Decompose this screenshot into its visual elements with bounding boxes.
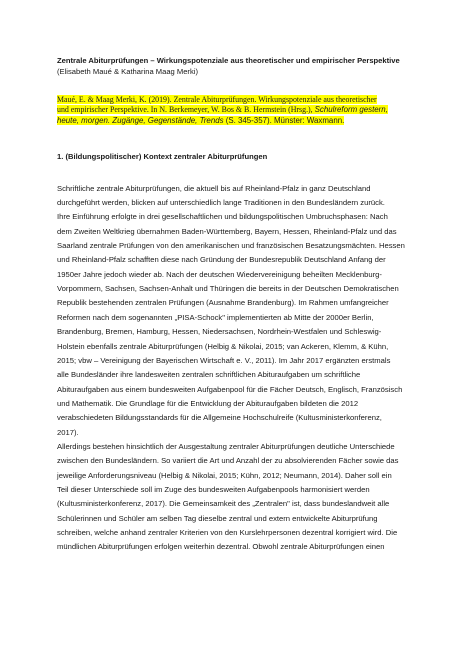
- body-line: dem Zweiten Weltkrieg übernahmen Baden-Württemberg, Bayern, Hessen, Rheinland-Pfalz und das: [57, 226, 397, 236]
- body-text: [57, 182, 422, 555]
- body-line: Ihre Einführung erfolgte in drei gesellschaftlichen und bildungspolitischen Umbruchsphasen: Nach: [57, 212, 388, 222]
- citation-book-title-1: Schulreform gestern,: [314, 105, 388, 115]
- body-line: und Rheinland-Pfalz schafften diese nach Gründung der Bundesrepublik Deutschland Anfang der: [57, 255, 386, 265]
- citation-book-title-2: heute, morgen. Zugänge, Gegenstände, Trends: [57, 115, 224, 125]
- section-heading: 1. (Bildungspolitischer) Kontext zentraler Abiturprüfungen: [57, 152, 268, 162]
- body-line: Schriftliche zentrale Abiturprüfungen, die aktuell bis auf Rheinland-Pfalz in ganz Deutschland: [57, 183, 371, 193]
- citation-line-1: Maué, E. & Maag Merki, K. (2019). Zentrale Abiturprüfungen. Wirkungspotenziale aus theoretischer: [57, 95, 377, 104]
- body-line: mündlichen Abiturprüfungen erfolgen weiterhin dezentral. Obwohl zentrale Abiturprüfungen einen: [57, 542, 385, 552]
- citation-line-2-text: und empirischer Perspektive. In N. Berkemeyer, W. Bos & B. Hermstein (Hrsg.),: [57, 105, 315, 115]
- body-line: alle Bundesländer ihre landesweiten zentralen schriftlichen Abituraufgaben um schriftliche: [57, 370, 361, 380]
- body-line: Schülerinnen und Schüler am selben Tag dieselbe zentral und extern entwickelte Abiturprüfung: [57, 513, 378, 523]
- citation-block: [57, 95, 422, 126]
- body-line: Brandenburg, Bremen, Hamburg, Hessen, Niedersachsen, Nordrhein-Westfalen und Schleswig-: [57, 327, 382, 337]
- body-line: Reformen nach dem sogenannten „PISA-Schock" implementierten ab Mitte der 2000er Berlin,: [57, 312, 374, 322]
- body-line: jeweilige Anforderungsniveau (Helbig & Nikolai, 2015; Kühn, 2012; Neumann, 2014). Daher soll ein: [57, 470, 392, 480]
- body-line: Republik bestehenden zentralen Prüfungen (Ausnahme Brandenburg). Im Rahmen umfangreicher: [57, 298, 389, 308]
- body-line: Teil dieser Unterschiede soll im Zuge des bundesweiten Aufgabenpools harmonisiert werden: [57, 484, 370, 494]
- body-line: schreiben, welche anhand zentraler Kriterien von den Kurslehrpersonen dezentral korrigiert wird. Die: [57, 527, 398, 537]
- body-line: Abituraufgaben aus einem bundesweiten Aufgabenpool für die Fächer Deutsch, Englisch, Französisch: [57, 384, 403, 394]
- body-line: und Mathematik. Die Grundlage für die Entwicklung der Abituraufgaben bildeten die 2012: [57, 398, 359, 408]
- citation-line-3-text: (S. 345-357). Münster: Waxmann.: [223, 115, 345, 125]
- body-line: 2017).: [57, 427, 79, 437]
- body-line: zwischen den Bundesländern. So variiert die Art und Anzahl der zu absolvierenden Fächer sowie das: [57, 456, 399, 466]
- citation-line-2: [57, 105, 388, 114]
- body-line: durchgeführt werden, blicken auf unterschiedlich lange Traditionen in den Bundesländern zurück.: [57, 198, 385, 208]
- body-line: Holstein ebenfalls zentrale Abiturprüfungen (Helbig & Nikolai, 2015; van Ackeren, Klemm, & Kühn,: [57, 341, 389, 351]
- citation-line-3: [57, 116, 344, 125]
- body-line: (Kultusministerkonferenz, 2017). Die Gemeinsamkeit des „Zentralen" ist, dass bundeslandweit alle: [57, 499, 390, 509]
- body-line: 1950er Jahre jedoch wieder ab. Nach der deutschen Wiedervereinigung beheilten Mecklenburg-: [57, 269, 382, 279]
- paper-authors: (Elisabeth Maué & Katharina Maag Merki): [57, 66, 198, 76]
- document-page: [57, 56, 422, 555]
- body-line: Allerdings bestehen hinsichtlich der Ausgestaltung zentraler Abiturprüfungen deutliche Unterschiede: [57, 441, 395, 451]
- body-line: Saarland zentrale Prüfungen von den amerikanischen und französischen Besatzungsmächten. Hessen: [57, 241, 405, 251]
- body-line: verabschiedeten Bildungsstandards für die Allgemeine Hochschulreife (Kultusministerkonferenz,: [57, 413, 382, 423]
- paper-title: Zentrale Abiturprüfungen – Wirkungspotenziale aus theoretischer und empirischer Perspektive: [57, 56, 400, 65]
- body-line: 2015; vbw – Vereinigung der Bayerischen Wirtschaft e. V., 2011). Im Jahr 2017 ergänzten erstmals: [57, 355, 391, 365]
- body-line: Vorpommern, Sachsen, Sachsen-Anhalt und Thüringen die bereits in der Deutschen Demokratischen: [57, 284, 399, 294]
